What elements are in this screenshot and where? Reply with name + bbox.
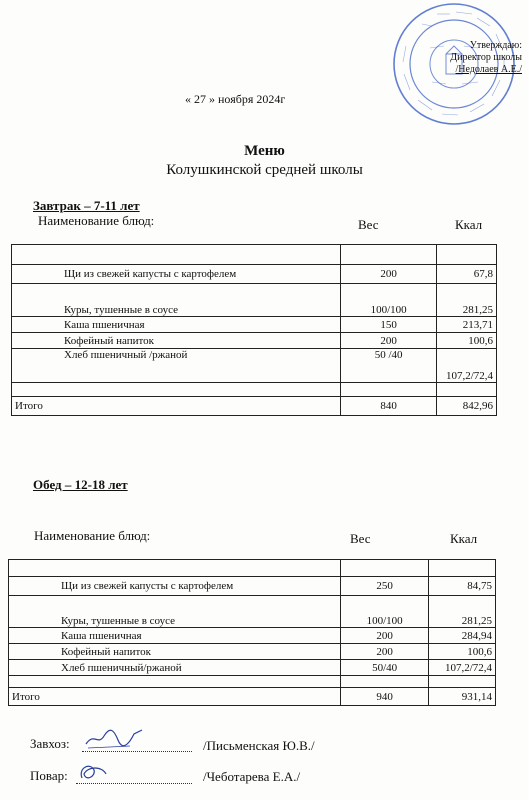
approval-line: Утверждаю: <box>469 40 522 51</box>
storekeeper-signature-line <box>82 751 192 752</box>
dish-kcal: 107,2/72,4 <box>429 660 496 676</box>
page-title: Меню <box>244 143 285 159</box>
dish-name: Кофейный напиток <box>9 644 341 660</box>
table-row <box>12 333 497 349</box>
table-row <box>9 644 496 660</box>
table-row <box>12 284 497 317</box>
table-row <box>9 676 496 688</box>
table-row <box>12 383 497 397</box>
table-row <box>9 660 496 676</box>
dish-kcal: 100,6 <box>437 333 497 349</box>
dish-weight: 100/100 <box>341 284 437 317</box>
table-row <box>12 245 497 265</box>
dish-kcal: 107,2/72,4 <box>437 349 497 383</box>
lunch-col-name: Наименование блюд: <box>34 528 151 543</box>
approval-block <box>372 40 522 76</box>
dish-weight: 200 <box>341 333 437 349</box>
lunch-col-weight: Вес <box>350 531 371 546</box>
breakfast-col-kcal: Ккал <box>455 217 483 232</box>
dish-name: Хлеб пшеничный/ржаной <box>9 660 341 676</box>
total-label: Итого <box>12 397 341 416</box>
lunch-table <box>8 559 496 706</box>
storekeeper-label: Завхоз: <box>30 736 70 751</box>
dish-kcal: 281,25 <box>429 596 496 628</box>
breakfast-col-weight: Вес <box>358 217 379 232</box>
table-row <box>12 265 497 284</box>
lunch-col-kcal: Ккал <box>450 531 478 546</box>
dish-kcal: 67,8 <box>437 265 497 284</box>
table-row <box>9 577 496 596</box>
table-row-total <box>9 688 496 706</box>
approval-director-name: /Недолаев А.Е./ <box>455 64 522 75</box>
dish-name: Каша пшеничная <box>9 628 341 644</box>
dish-name: Кофейный напиток <box>12 333 341 349</box>
table-row <box>9 560 496 577</box>
total-weight: 840 <box>341 397 437 416</box>
dish-kcal: 284,94 <box>429 628 496 644</box>
cook-signature-line <box>76 783 192 784</box>
table-row <box>12 317 497 333</box>
dish-weight: 200 <box>341 644 429 660</box>
breakfast-table <box>11 244 497 416</box>
dish-weight: 150 <box>341 317 437 333</box>
breakfast-section-title: Завтрак – 7-11 лет <box>33 198 140 213</box>
storekeeper-name: /Письменская Ю.В./ <box>203 738 315 753</box>
dish-name: Хлеб пшеничный /ржаной <box>12 349 341 383</box>
dish-name: Щи из свежей капусты с картофелем <box>9 577 341 596</box>
table-row <box>9 628 496 644</box>
dish-weight: 200 <box>341 628 429 644</box>
dish-weight: 50/40 <box>341 660 429 676</box>
total-kcal: 931,14 <box>429 688 496 706</box>
total-kcal: 842,96 <box>437 397 497 416</box>
dish-name: Щи из свежей капусты с картофелем <box>12 265 341 284</box>
storekeeper-signature <box>84 726 144 752</box>
cook-name: /Чеботарева Е.А./ <box>203 769 301 784</box>
page-subtitle: Колушкинской средней школы <box>166 162 363 178</box>
lunch-section-title: Обед – 12-18 лет <box>33 477 128 492</box>
dish-kcal: 213,71 <box>437 317 497 333</box>
dish-name: Куры, тушенные в соусе <box>12 284 341 317</box>
dish-kcal: 100,6 <box>429 644 496 660</box>
dish-name: Куры, тушенные в соусе <box>9 596 341 628</box>
dish-name: Каша пшеничная <box>12 317 341 333</box>
total-label: Итого <box>9 688 341 706</box>
table-row <box>9 596 496 628</box>
dish-kcal: 281,25 <box>437 284 497 317</box>
approval-position: Директор школы <box>450 52 522 63</box>
dish-weight: 250 <box>341 577 429 596</box>
breakfast-col-name: Наименование блюд: <box>38 213 155 228</box>
dish-weight: 50 /40 <box>341 349 437 383</box>
dish-kcal: 84,75 <box>429 577 496 596</box>
document-date: « 27 » ноября 2024г <box>185 92 286 106</box>
table-row <box>12 349 497 383</box>
cook-label: Повар: <box>30 768 68 783</box>
dish-weight: 200 <box>341 265 437 284</box>
table-row-total <box>12 397 497 416</box>
dish-weight: 100/100 <box>341 596 429 628</box>
total-weight: 940 <box>341 688 429 706</box>
